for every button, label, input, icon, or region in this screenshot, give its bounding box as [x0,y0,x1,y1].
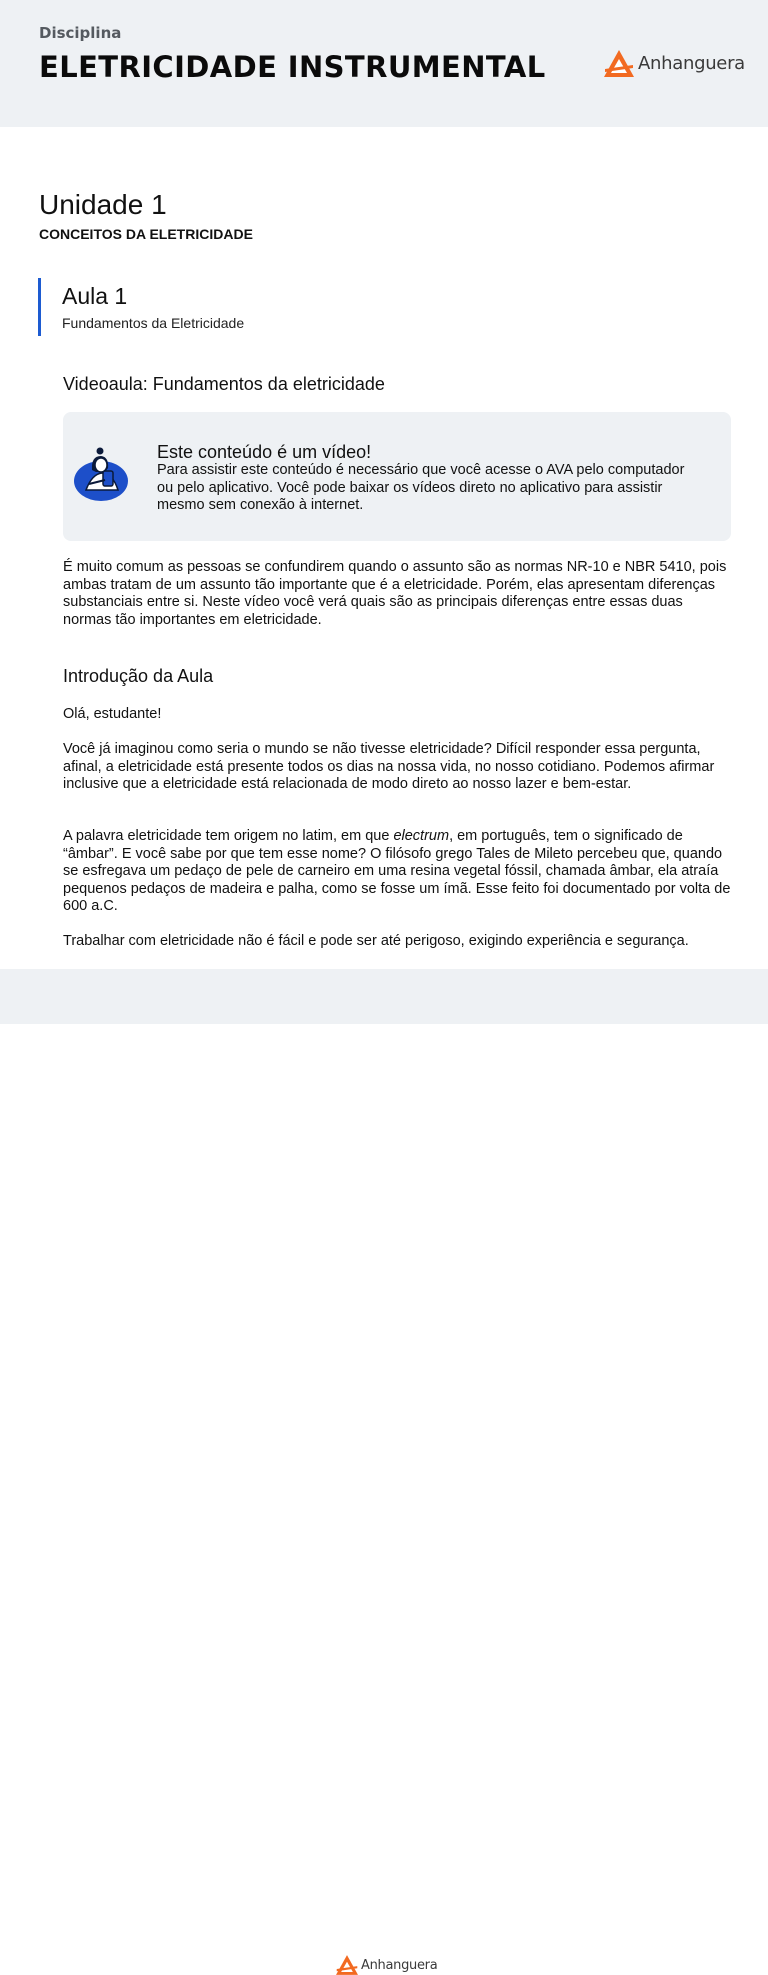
page-footer [0,969,768,1973]
footer-brand-logo-text: Anhanguera [361,1957,438,1973]
anhanguera-logo-icon [336,1955,358,1975]
intro-paragraph-3: Trabalhar com eletricidade não é fácil e pode ser até perigoso, exigindo experiência e segurança. [63,933,689,949]
intro-paragraph-2-term: electrum [393,828,450,844]
intro-paragraph-2-start: A palavra eletricidade tem origem no latim, em que [63,828,394,844]
intro-paragraph-2-end: , em português, tem o significado de “âmbar”. E você sabe por que tem esse nome? O filósofo grego Tales de Mileto percebeu que, quando se esfregava um pedaço de pele de carneiro em uma resina vegetal fóssil, chamada âmbar, ela atraía pequenos pedaços de madeira e palha, como se fosse um ímã. Esse feito foi documentado por volta de 600 a.C. [63,828,731,914]
video-card-title: Este conteúdo é um vídeo! [157,442,372,462]
lesson-accent-bar [38,278,41,336]
unit-title: Unidade 1 [39,189,167,220]
intro-greeting: Olá, estudante! [63,706,162,722]
video-description: É muito comum as pessoas se confundirem quando o assunto são as normas NR-10 e NBR 5410, pois ambas tratam de um assunto tão importante que é a eletricidade. Porém, elas apresentam diferenças substanciais entre si. Neste vídeo você verá quais são as principais diferenças entre essas duas normas tão importantes em eletricidade. [63,559,727,628]
intro-paragraph-1: Você já imaginou como seria o mundo se não tivesse eletricidade? Difícil responder essa pergunta, afinal, a eletricidade está presente todos os dias na nossa vida, no nosso cotidiano. Podemos afirmar inclusive que a eletricidade está relacionada de modo direto ao nosso lazer e bem-estar. [63,741,715,792]
unit-subtitle: CONCEITOS DA ELETRICIDADE [39,226,253,242]
page-header [0,0,768,127]
footer-brand-logo [336,1955,437,1975]
course-title: ELETRICIDADE INSTRUMENTAL [39,50,546,84]
video-heading: Videoaula: Fundamentos da eletricidade [63,374,385,394]
discipline-label: Disciplina [39,24,122,42]
person-with-phone-icon [72,446,130,504]
lesson-subtitle: Fundamentos da Eletricidade [62,315,245,331]
brand-logo-text: Anhanguera [638,53,745,74]
intro-paragraph-2 [63,828,733,916]
intro-heading: Introdução da Aula [63,666,214,686]
lesson-title: Aula 1 [62,283,128,309]
video-card-text: Para assistir este conteúdo é necessário que você acesse o AVA pelo computador ou pelo aplicativo. Você pode baixar os vídeos direto no aplicativo para assistir mesmo sem conexão à internet. [157,462,685,513]
brand-logo [604,50,745,77]
anhanguera-logo-icon [604,50,634,77]
